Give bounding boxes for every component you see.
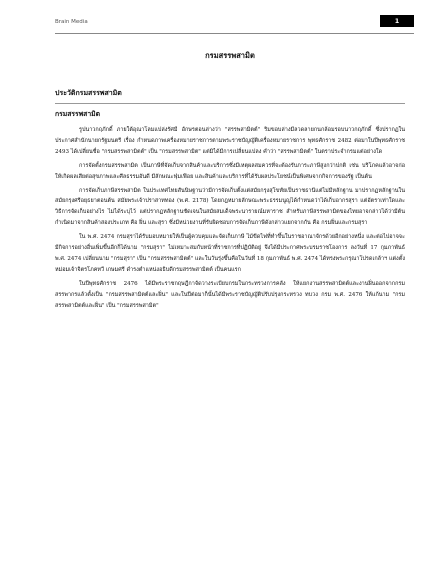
paragraph: ใน พ.ศ. 2474 กรมสุราได้รับมอบหมายให้เป็นผู้ควบคุมและจัดเก็บภาษี ไม้ขีดไฟที่ทำขึ้นในราชอาณาจักรด้วยอีกอย่างหนึ่ง และต่อไปอาจจะมีกิจการอย่างอื่นเพิ่มขึ้นอีกก็ได้นาม "กรมสุรา" ไม่เหมาะสมกับหน้าที่ราชการที่ปฏิบัติอยู่ จึงได้มีประกาศพระบรมราชโองการ ลงวันที่ 17 กุมภาพันธ์ พ.ศ. 2474 เปลี่ยนนาม "กรมสุรา" เป็น "กรมสรรพสามิตต์" และในวันรุ่งขึ้นคือในวันที่ 18 กุมภาพันธ์ พ.ศ. 2474 ได้ทรงพระกรุณาโปรดเกล้าฯ แต่งตั้งหม่อมเจ้าจิตรโภคทวี เกษมศรี ดำรงตำแหน่งอธิบดีกรมสรรพสามิตต์ เป็นคนแรก bbox=[55, 234, 406, 273]
paragraph: การจัดเก็บภาษีสรรพสามิต ในประเทศไทยสันนิษฐานว่ามีการจัดเก็บตั้งแต่สมัยกรุงสุโขทัยเป็นราชธานีแต่ไม่มีหลักฐาน มาปรากฏหลักฐานในสมัยกรุงศรีอยุธยาตอนต้น สมัยพระเจ้าปราสาททอง (พ.ศ. 2178) โดยกฎหมายลักษณะพระธรรมนูญได้กำหนดว่าได้เก็บอากรสุรา แต่อัตราเท่าใดและวิธีการจัดเก็บอย่างไร ไม่ได้ระบุไว้ แต่ปรากฏหลักฐานชัดเจนในสมัยสมเด็จพระนารายณ์มหาราช สำหรับภาษีสรรพสามิตของไทยอาจกล่าวได้ว่ามีต้นกำเนิดมาจากสินค้าสองประเภท คือ ฝิ่น และสุรา ซึ่งมีหน่วยงานที่รับผิดชอบการจัดเก็บภาษีดังกล่าวแยกจากกัน คือ กรมฝิ่นและกรมสุรา bbox=[55, 187, 405, 227]
document-body bbox=[55, 50, 405, 315]
subsection-heading: กรมสรรพสามิต bbox=[55, 110, 101, 118]
paragraph: รูปนาวกฤภักดิ์ ภายใต้อุณาโลมแปล่งรัศมี อักษรตอนล่างว่า "สรรพสามิตต์" ริมขอบล่างมีลวดลายกนกล้อมรอบนาวกฤภักดิ์ ซึ่งปรากฏในประกาศสำนักนายกรัฐมนตรี เรื่อง กำหนดภาพเครื่องหมายราชการตามพระราชบัญญัติเครื่องหมายราชการ พุทธศักราช 2482 ต่อมาในปีพุทธศักราช 2493 ได้เปลี่ยนชื่อ "กรมสรรพสามิตต์" เป็น "กรมสรรพสามิต" แต่มิได้มีการเปลี่ยนแปลง คำว่า "สรรพสามิตต์" ในตราประจำกรมแต่อย่างใด bbox=[55, 127, 405, 155]
page-number-badge bbox=[380, 15, 414, 27]
section-heading: ประวัติกรมสรรพสามิต bbox=[55, 89, 122, 97]
paragraph: ในปีพุทธศักราช 2476 ได้มีพระราชกฤษฎีกาจัดวางระเบียบกรมในกระทรวงการคลัง ให้แยกงานสรรพสามิตต์และงานฝิ่นออกจากกรมสรรพากรแล้วตั้งเป็น "กรมสรรพสามิตต์และฝิ่น" และในปีต่อมาก็นั้นได้มีพระราชบัญญัติปรับปรุงกระทรวง ทบวง กรม พ.ศ. 2476 ให้แก้นาม "กรมสรรพสามิตต์และฝิ่น" เป็น "กรมสรรพสามิต" bbox=[55, 280, 405, 309]
header-divider bbox=[55, 33, 414, 34]
section-divider bbox=[55, 103, 405, 104]
brand-name: Brain Media bbox=[55, 19, 88, 25]
page-header bbox=[55, 19, 414, 29]
paragraph: การจัดตั้งกรมสรรพสามิต เป็นภาษีที่จัดเก็บจากสินค้าและบริการซึ่งมีเหตุผลสมควรที่จะต้องรับภาระภาษีสูงกว่าปกติ เช่น บริโภคแล้วอาจก่อให้เกิดผลเสียต่อสุขภาพและศีลธรรมอันดี มีลักษณะฟุ่มเฟือย และสินค้าและบริการที่ได้รับผลประโยชน์เป็นพิเศษจากกิจการของรัฐ เป็นต้น bbox=[55, 162, 405, 180]
page-number: 1 bbox=[394, 17, 400, 25]
document-title: กรมสรรพสามิต bbox=[205, 51, 255, 60]
